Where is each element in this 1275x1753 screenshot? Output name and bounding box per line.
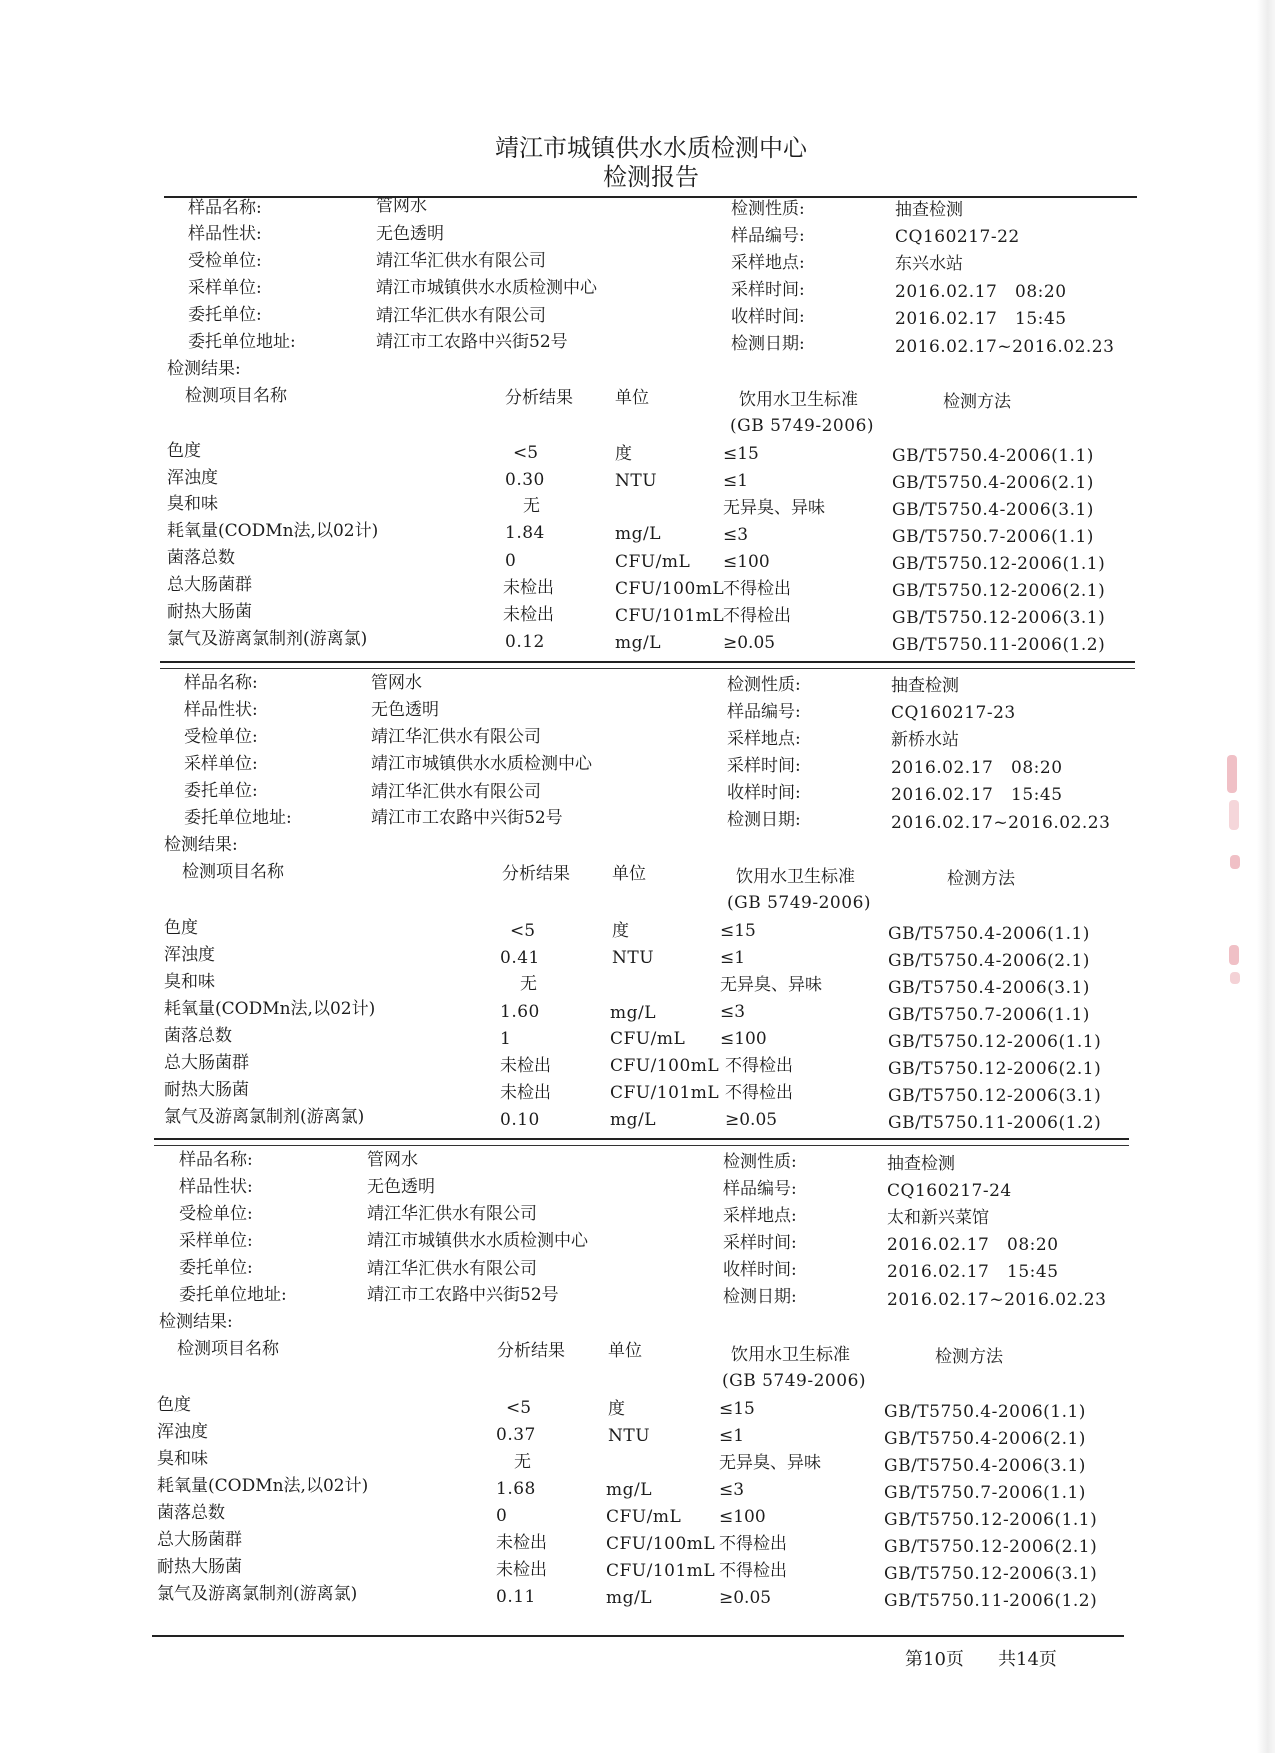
- report-doc-title: 检测报告: [603, 163, 699, 191]
- item-method: GB/T5750.7-2006(1.1): [888, 1005, 1090, 1025]
- value-test-date: 2016.02.17~2016.02.23: [891, 813, 1111, 833]
- label-receive-time: 收样时间:: [723, 1260, 797, 1280]
- item-result: 无: [523, 496, 540, 516]
- item-method: GB/T5750.12-2006(1.1): [884, 1510, 1098, 1530]
- value-sampling-time: 2016.02.17 08:20: [891, 758, 1063, 778]
- item-result: 0: [496, 1506, 508, 1526]
- item-result: <5: [510, 921, 536, 941]
- item-unit: CFU/101mL: [606, 1561, 716, 1581]
- label-client-address: 委托单位地址:: [179, 1285, 287, 1305]
- item-result: 未检出: [500, 1056, 551, 1076]
- item-result: 0.37: [496, 1425, 536, 1445]
- scan-edge-shadow: [1257, 0, 1275, 1753]
- label-client-address: 委托单位地址:: [188, 332, 296, 352]
- item-result: 1.68: [496, 1479, 536, 1499]
- item-std: 不得检出: [725, 1056, 793, 1076]
- item-method: GB/T5750.4-2006(2.1): [884, 1429, 1086, 1449]
- item-std: 无异臭、异味: [720, 975, 822, 995]
- label-sampling-site: 采样地点:: [727, 729, 801, 749]
- page-number: 第10页: [905, 1649, 964, 1670]
- stamp-trace: [1230, 855, 1240, 869]
- label-test-date: 检测日期:: [723, 1287, 797, 1307]
- item-method: GB/T5750.4-2006(3.1): [892, 500, 1094, 520]
- item-method: GB/T5750.12-2006(1.1): [888, 1032, 1102, 1052]
- item-name: 菌落总数: [164, 1026, 232, 1046]
- value-sample-no: CQ160217-24: [887, 1181, 1012, 1201]
- item-name: 臭和味: [157, 1449, 208, 1469]
- item-name: 臭和味: [167, 494, 218, 514]
- item-std: ≤100: [719, 1507, 766, 1527]
- value-test-nature: 抽查检测: [895, 200, 963, 220]
- item-result: <5: [506, 1398, 532, 1418]
- label-client-unit: 委托单位:: [188, 305, 262, 325]
- item-method: GB/T5750.11-2006(1.2): [892, 635, 1106, 655]
- value-test-nature: 抽查检测: [891, 676, 959, 696]
- item-std: ≥0.05: [719, 1588, 772, 1608]
- value-sample-name: 管网水: [371, 673, 422, 693]
- section-rule-2: [154, 1138, 1129, 1140]
- item-method: GB/T5750.12-2006(1.1): [892, 554, 1106, 574]
- item-unit: 度: [615, 444, 632, 464]
- item-unit: CFU/mL: [606, 1507, 682, 1527]
- label-test-nature: 检测性质:: [727, 675, 801, 695]
- item-std: ≤1: [719, 1426, 745, 1446]
- item-result: 未检出: [500, 1083, 551, 1103]
- item-std: ≤100: [723, 552, 770, 572]
- value-test-date: 2016.02.17~2016.02.23: [895, 337, 1115, 357]
- label-sampling-site: 采样地点:: [723, 1206, 797, 1226]
- value-inspected-unit: 靖江华汇供水有限公司: [367, 1204, 537, 1224]
- value-sampling-site: 新桥水站: [891, 730, 959, 750]
- item-name: 氯气及游离氯制剂(游离氯): [167, 629, 368, 649]
- item-result: 0.11: [496, 1587, 536, 1607]
- item-std: 不得检出: [719, 1561, 787, 1581]
- col-method-header: 检测方法: [935, 1347, 1003, 1367]
- item-method: GB/T5750.4-2006(2.1): [888, 951, 1090, 971]
- label-client-unit: 委托单位:: [184, 781, 258, 801]
- section-rule-2b: [154, 1145, 1129, 1146]
- item-result: 未检出: [496, 1533, 547, 1553]
- value-sample-state: 无色透明: [376, 224, 444, 244]
- item-unit: CFU/101mL: [615, 606, 725, 626]
- col-result-header: 分析结果: [502, 864, 570, 884]
- item-name: 菌落总数: [167, 548, 235, 568]
- item-result: 1.84: [505, 523, 545, 543]
- value-client-unit: 靖江华汇供水有限公司: [376, 306, 546, 326]
- col-item-header: 检测项目名称: [182, 862, 284, 882]
- item-name: 总大肠菌群: [167, 575, 252, 595]
- item-std: ≤3: [719, 1480, 745, 1500]
- item-std: ≥0.05: [723, 633, 776, 653]
- label-client-address: 委托单位地址:: [184, 808, 292, 828]
- value-client-address: 靖江市工农路中兴街52号: [367, 1285, 559, 1305]
- item-result: 1: [500, 1029, 512, 1049]
- col-result-header: 分析结果: [497, 1341, 565, 1361]
- stamp-trace: [1229, 945, 1239, 965]
- item-unit: CFU/100mL: [615, 579, 725, 599]
- item-result: 未检出: [496, 1560, 547, 1580]
- value-test-date: 2016.02.17~2016.02.23: [887, 1290, 1107, 1310]
- label-sampling-time: 采样时间:: [723, 1233, 797, 1253]
- item-method: GB/T5750.4-2006(3.1): [884, 1456, 1086, 1476]
- item-unit: NTU: [608, 1426, 651, 1446]
- item-name: 耗氧量(CODMn法,以02计): [164, 999, 376, 1019]
- label-inspected-unit: 受检单位:: [184, 727, 258, 747]
- item-method: GB/T5750.4-2006(3.1): [888, 978, 1090, 998]
- col-std-header: 饮用水卫生标准: [739, 390, 858, 410]
- col-std-header: 饮用水卫生标准: [731, 1345, 850, 1365]
- section-rule-1b: [160, 668, 1135, 669]
- col-std-code: (GB 5749-2006): [730, 416, 875, 436]
- item-name: 氯气及游离氯制剂(游离氯): [157, 1584, 358, 1604]
- item-name: 耗氧量(CODMn法,以02计): [157, 1476, 369, 1496]
- page-total: 共14页: [998, 1649, 1057, 1670]
- item-unit: CFU/mL: [610, 1029, 686, 1049]
- item-method: GB/T5750.12-2006(3.1): [892, 608, 1106, 628]
- item-result: 0.12: [505, 632, 545, 652]
- col-unit-header: 单位: [608, 1341, 642, 1361]
- item-result: 0.41: [500, 948, 540, 968]
- item-name: 总大肠菌群: [157, 1530, 242, 1550]
- item-method: GB/T5750.4-2006(1.1): [892, 446, 1094, 466]
- item-name: 浑浊度: [164, 945, 215, 965]
- item-result: 0.30: [505, 470, 545, 490]
- item-std: ≤3: [720, 1002, 746, 1022]
- item-result: 0: [505, 551, 517, 571]
- col-std-code: (GB 5749-2006): [722, 1371, 867, 1391]
- value-receive-time: 2016.02.17 15:45: [895, 309, 1067, 329]
- item-unit: mg/L: [615, 633, 662, 653]
- item-std: 无异臭、异味: [723, 498, 825, 518]
- label-sample-state: 样品性状:: [184, 700, 258, 720]
- label-results: 检测结果:: [159, 1312, 233, 1332]
- value-sampling-site: 东兴水站: [895, 254, 963, 274]
- value-client-address: 靖江市工农路中兴街52号: [376, 332, 568, 352]
- value-sampling-time: 2016.02.17 08:20: [887, 1235, 1059, 1255]
- value-sample-state: 无色透明: [367, 1177, 435, 1197]
- item-std: ≤15: [719, 1399, 755, 1419]
- value-receive-time: 2016.02.17 15:45: [887, 1262, 1059, 1282]
- col-std-code: (GB 5749-2006): [727, 893, 872, 913]
- item-std: 不得检出: [719, 1534, 787, 1554]
- item-name: 耐热大肠菌: [157, 1557, 242, 1577]
- item-unit: mg/L: [610, 1003, 657, 1023]
- label-sample-name: 样品名称:: [184, 673, 258, 693]
- item-method: GB/T5750.4-2006(1.1): [888, 924, 1090, 944]
- item-method: GB/T5750.7-2006(1.1): [884, 1483, 1086, 1503]
- item-unit: CFU/100mL: [610, 1056, 720, 1076]
- item-result: 未检出: [503, 605, 554, 625]
- stamp-trace: [1229, 800, 1239, 830]
- col-item-header: 检测项目名称: [185, 386, 287, 406]
- item-unit: 度: [612, 921, 629, 941]
- label-test-date: 检测日期:: [727, 810, 801, 830]
- value-sample-no: CQ160217-22: [895, 227, 1020, 247]
- item-method: GB/T5750.11-2006(1.2): [888, 1113, 1102, 1133]
- item-method: GB/T5750.12-2006(3.1): [884, 1564, 1098, 1584]
- col-std-header: 饮用水卫生标准: [736, 867, 855, 887]
- label-sampling-time: 采样时间:: [731, 280, 805, 300]
- label-inspected-unit: 受检单位:: [188, 251, 262, 271]
- value-sample-state: 无色透明: [371, 700, 439, 720]
- report-org-title: 靖江市城镇供水水质检测中心: [495, 134, 807, 162]
- item-method: GB/T5750.4-2006(2.1): [892, 473, 1094, 493]
- value-sampling-unit: 靖江市城镇供水水质检测中心: [367, 1231, 588, 1251]
- label-sampling-unit: 采样单位:: [179, 1231, 253, 1251]
- label-results: 检测结果:: [167, 359, 241, 379]
- value-sampling-time: 2016.02.17 08:20: [895, 282, 1067, 302]
- col-method-header: 检测方法: [947, 869, 1015, 889]
- col-unit-header: 单位: [615, 388, 649, 408]
- item-std: ≤1: [723, 471, 749, 491]
- item-result: 1.60: [500, 1002, 540, 1022]
- item-unit: 度: [608, 1399, 625, 1419]
- item-name: 耐热大肠菌: [167, 602, 252, 622]
- value-sample-name: 管网水: [376, 196, 427, 216]
- item-std: 无异臭、异味: [719, 1453, 821, 1473]
- value-client-unit: 靖江华汇供水有限公司: [367, 1259, 537, 1279]
- col-method-header: 检测方法: [943, 392, 1011, 412]
- item-result: 无: [514, 1452, 531, 1472]
- item-std: 不得检出: [723, 579, 791, 599]
- item-std: ≤15: [723, 444, 759, 464]
- item-name: 总大肠菌群: [164, 1053, 249, 1073]
- label-receive-time: 收样时间:: [731, 307, 805, 327]
- value-receive-time: 2016.02.17 15:45: [891, 785, 1063, 805]
- label-client-unit: 委托单位:: [179, 1258, 253, 1278]
- value-client-address: 靖江市工农路中兴街52号: [371, 808, 563, 828]
- col-unit-header: 单位: [612, 864, 646, 884]
- item-result: 0.10: [500, 1110, 540, 1130]
- item-method: GB/T5750.12-2006(2.1): [884, 1537, 1098, 1557]
- item-method: GB/T5750.4-2006(1.1): [884, 1402, 1086, 1422]
- label-sample-state: 样品性状:: [179, 1177, 253, 1197]
- value-test-nature: 抽查检测: [887, 1154, 955, 1174]
- value-inspected-unit: 靖江华汇供水有限公司: [371, 727, 541, 747]
- item-result: 未检出: [503, 578, 554, 598]
- item-unit: mg/L: [606, 1480, 653, 1500]
- value-sample-name: 管网水: [367, 1150, 418, 1170]
- item-std: ≥0.05: [725, 1110, 778, 1130]
- label-sampling-time: 采样时间:: [727, 756, 801, 776]
- stamp-trace: [1227, 755, 1237, 793]
- label-sample-no: 样品编号:: [727, 702, 801, 722]
- label-results: 检测结果:: [164, 835, 238, 855]
- label-test-nature: 检测性质:: [731, 199, 805, 219]
- section-rule-1: [160, 661, 1135, 663]
- item-name: 耗氧量(CODMn法,以02计): [167, 521, 379, 541]
- item-name: 色度: [167, 441, 201, 461]
- sample-section-1: [163, 196, 1163, 666]
- item-std: 不得检出: [725, 1083, 793, 1103]
- stamp-trace: [1230, 972, 1240, 984]
- sample-section-3: [156, 1150, 1156, 1620]
- value-sample-no: CQ160217-23: [891, 703, 1016, 723]
- col-result-header: 分析结果: [505, 388, 573, 408]
- item-unit: CFU/100mL: [606, 1534, 716, 1554]
- label-sampling-unit: 采样单位:: [184, 754, 258, 774]
- item-method: GB/T5750.11-2006(1.2): [884, 1591, 1098, 1611]
- label-sample-name: 样品名称:: [188, 198, 262, 218]
- item-result: <5: [513, 443, 539, 463]
- label-inspected-unit: 受检单位:: [179, 1204, 253, 1224]
- footer-rule: [152, 1635, 1124, 1637]
- item-std: 不得检出: [723, 606, 791, 626]
- item-std: ≤3: [723, 525, 749, 545]
- label-sampling-unit: 采样单位:: [188, 278, 262, 298]
- item-name: 氯气及游离氯制剂(游离氯): [164, 1107, 365, 1127]
- label-receive-time: 收样时间:: [727, 783, 801, 803]
- value-sampling-unit: 靖江市城镇供水水质检测中心: [376, 278, 597, 298]
- sample-section-2: [160, 672, 1160, 1142]
- label-test-date: 检测日期:: [731, 334, 805, 354]
- item-name: 色度: [164, 918, 198, 938]
- label-sample-name: 样品名称:: [179, 1150, 253, 1170]
- item-name: 浑浊度: [157, 1422, 208, 1442]
- label-test-nature: 检测性质:: [723, 1152, 797, 1172]
- label-sample-no: 样品编号:: [731, 226, 805, 246]
- item-method: GB/T5750.7-2006(1.1): [892, 527, 1094, 547]
- item-name: 色度: [157, 1395, 191, 1415]
- item-unit: CFU/101mL: [610, 1083, 720, 1103]
- item-unit: mg/L: [610, 1110, 657, 1130]
- label-sample-state: 样品性状:: [188, 224, 262, 244]
- item-unit: mg/L: [615, 524, 662, 544]
- item-name: 臭和味: [164, 972, 215, 992]
- item-unit: NTU: [615, 471, 658, 491]
- col-item-header: 检测项目名称: [177, 1339, 279, 1359]
- value-sampling-unit: 靖江市城镇供水水质检测中心: [371, 754, 592, 774]
- item-name: 耐热大肠菌: [164, 1080, 249, 1100]
- value-sampling-site: 太和新兴菜馆: [887, 1208, 989, 1228]
- item-name: 浑浊度: [167, 468, 218, 488]
- item-unit: NTU: [612, 948, 655, 968]
- item-unit: CFU/mL: [615, 552, 691, 572]
- item-std: ≤15: [720, 921, 756, 941]
- item-std: ≤1: [720, 948, 746, 968]
- label-sample-no: 样品编号:: [723, 1179, 797, 1199]
- item-std: ≤100: [720, 1029, 767, 1049]
- item-name: 菌落总数: [157, 1503, 225, 1523]
- item-method: GB/T5750.12-2006(3.1): [888, 1086, 1102, 1106]
- item-method: GB/T5750.12-2006(2.1): [888, 1059, 1102, 1079]
- item-method: GB/T5750.12-2006(2.1): [892, 581, 1106, 601]
- item-unit: mg/L: [606, 1588, 653, 1608]
- item-result: 无: [520, 974, 537, 994]
- value-client-unit: 靖江华汇供水有限公司: [371, 782, 541, 802]
- label-sampling-site: 采样地点:: [731, 253, 805, 273]
- value-inspected-unit: 靖江华汇供水有限公司: [376, 251, 546, 271]
